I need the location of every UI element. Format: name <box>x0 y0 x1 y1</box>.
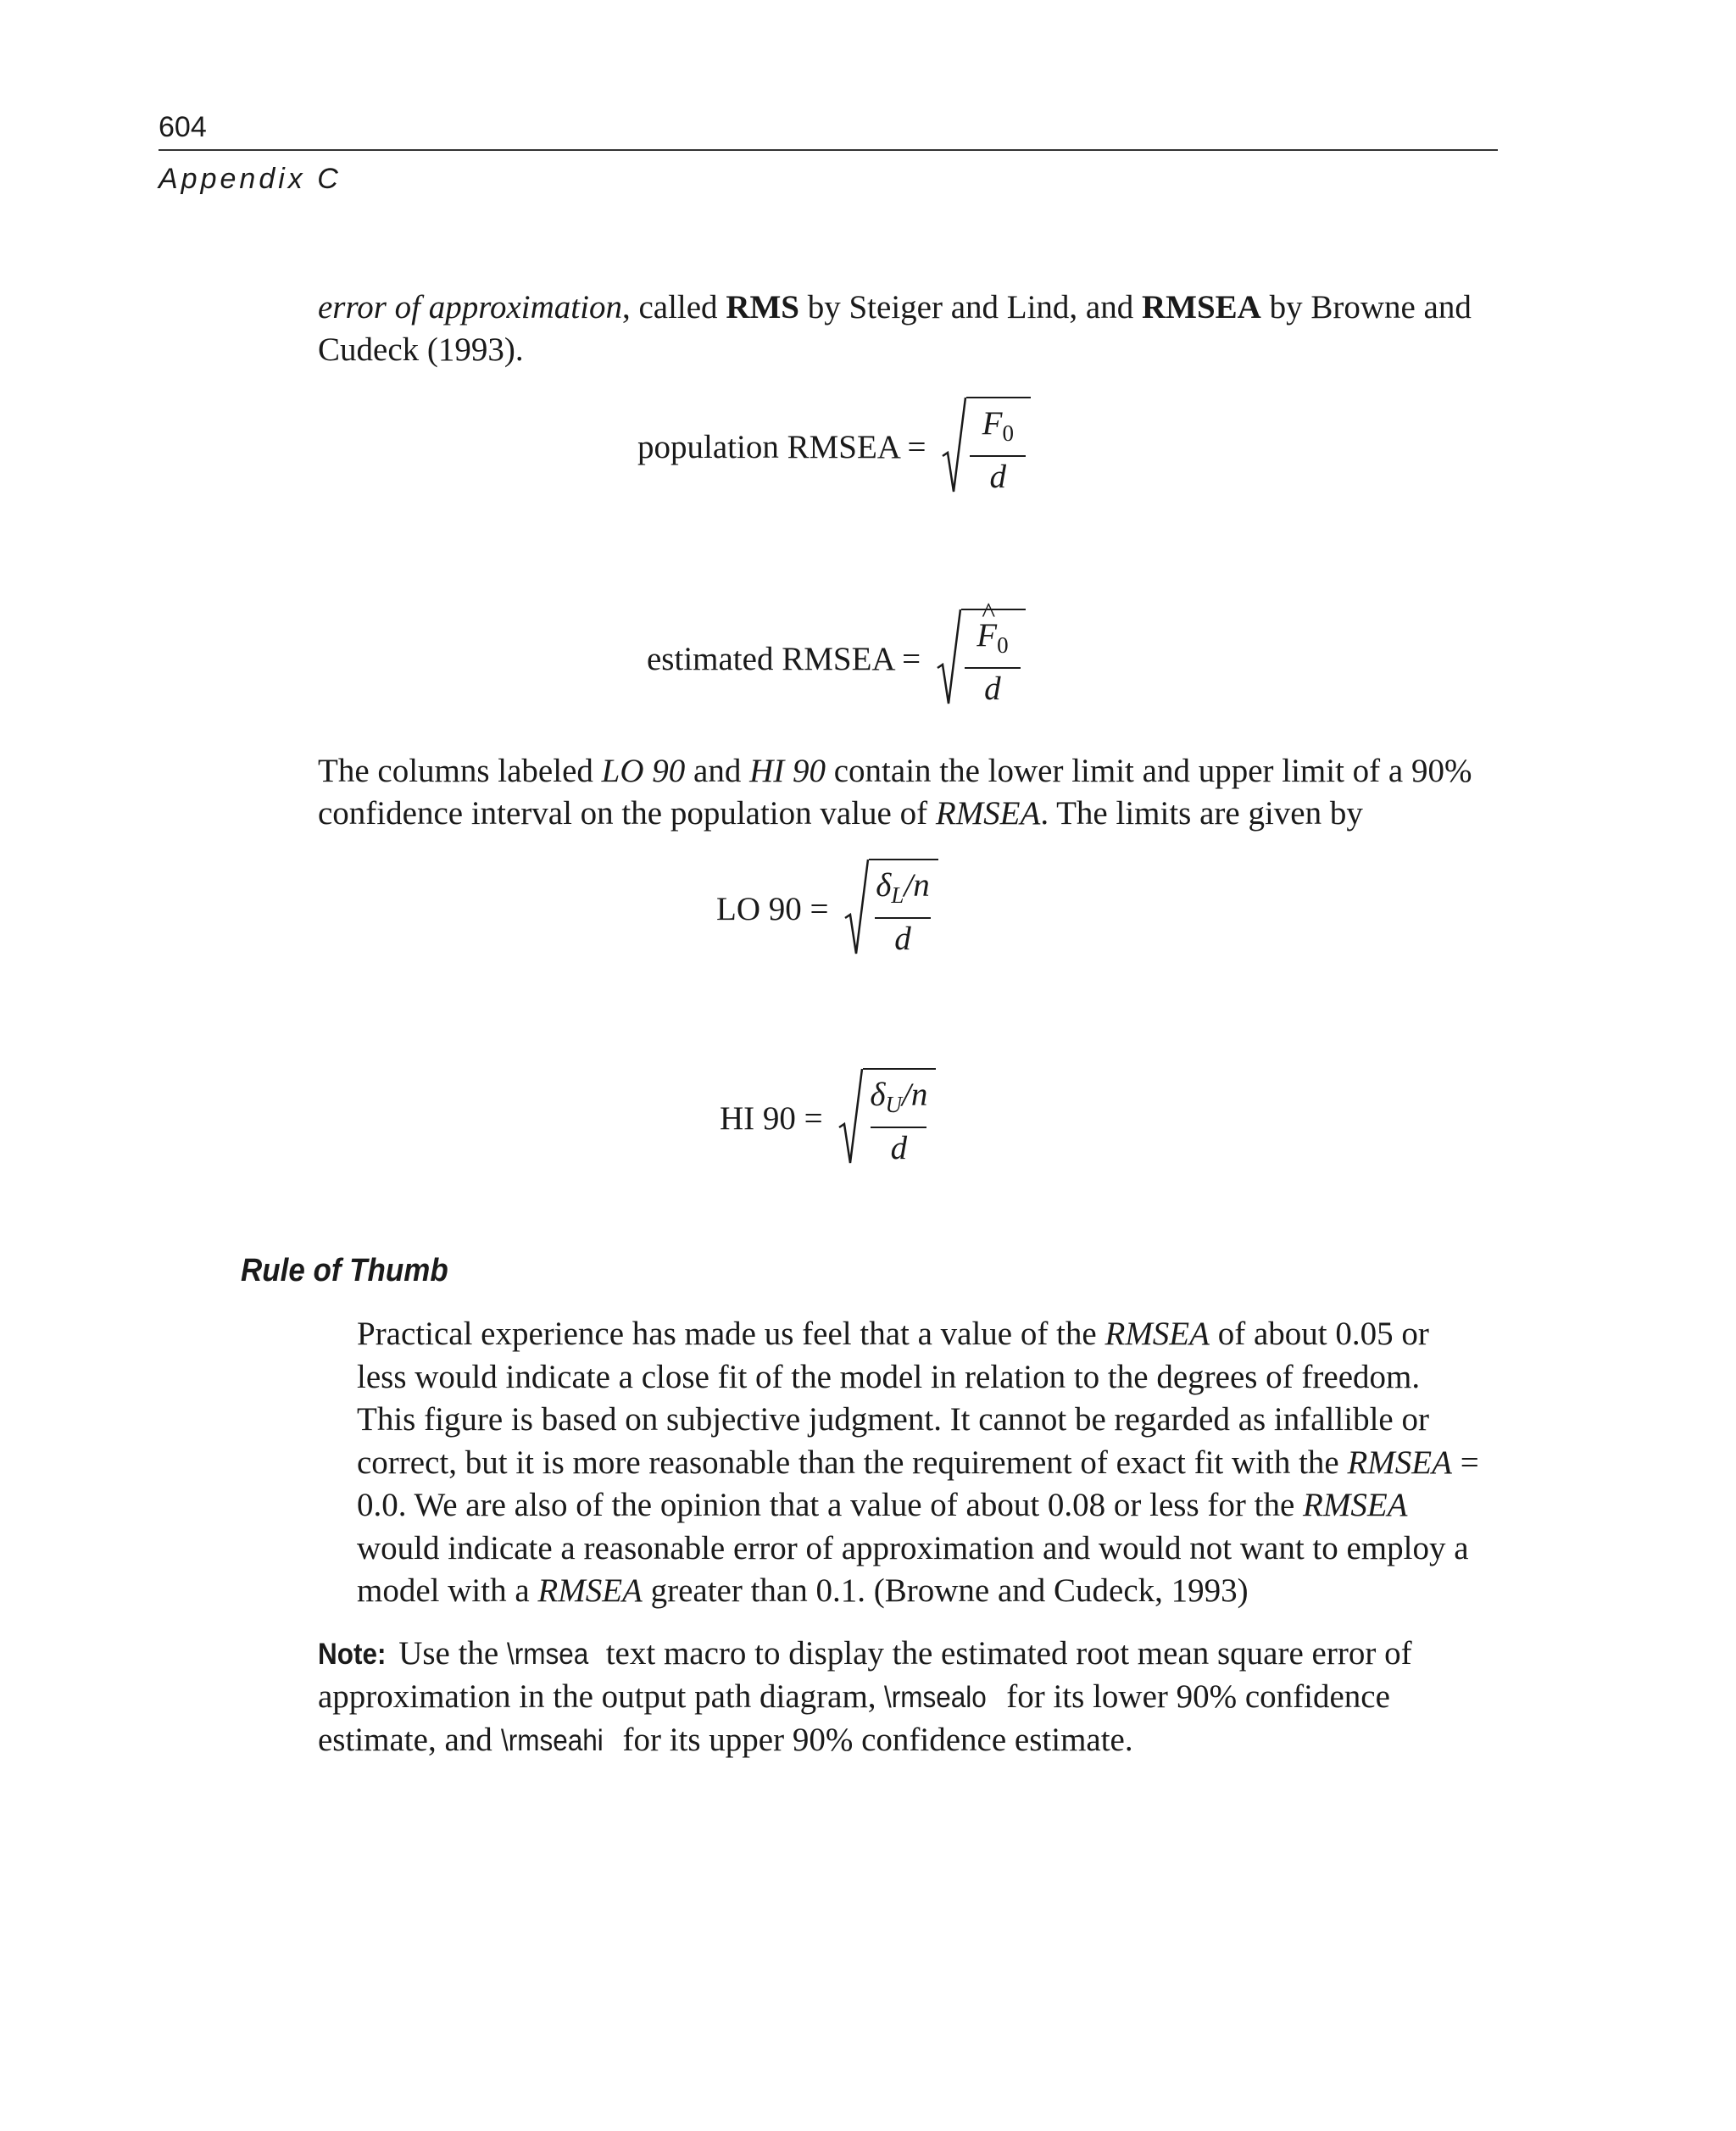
equation-label: estimated RMSEA = <box>647 640 929 677</box>
equation-estimated-rmsea <box>647 609 1026 709</box>
term-rmsea: RMSEA <box>1141 289 1261 325</box>
square-root <box>941 397 1031 497</box>
page-number: 604 <box>159 111 207 143</box>
square-root <box>936 609 1026 709</box>
term-rms: RMS <box>726 289 799 325</box>
equation-hi90 <box>720 1068 936 1168</box>
radical-sign-icon <box>936 609 961 709</box>
fraction: $\frac{\delta_U/n}{d}$ <box>870 1076 928 1166</box>
equation-label: population RMSEA = <box>637 428 935 465</box>
equation-lo90 <box>716 859 938 959</box>
radical-sign-icon <box>843 859 869 959</box>
fraction: ^ $\frac{F_0}{d}$ <box>965 617 1021 708</box>
header-rule <box>159 149 1498 151</box>
term-error-of-approximation: error of approximation <box>318 289 622 325</box>
equation-population-rmsea <box>637 397 1031 497</box>
fraction: $\frac{\delta_L/n}{d}$ <box>876 866 930 957</box>
macro-rmsealo: \rmsealo <box>884 1681 988 1714</box>
macro-rmseahi: \rmseahi <box>500 1724 604 1757</box>
equation-label: LO 90 = <box>716 890 837 927</box>
hat-accent: ^ F <box>976 617 997 654</box>
radical-sign-icon <box>837 1068 863 1168</box>
running-head: Appendix C <box>159 163 342 195</box>
note-paragraph: Note: Use the \rmsea text macro to display the estimated root mean square error of approximation in the output path diagram, \rmsealo for its lower 90% confidence estimate, and \rmseahi for its upper 90% confidence estimate. <box>318 1633 1505 1762</box>
equation-label: HI 90 = <box>720 1099 832 1137</box>
macro-rmsea: \rmsea <box>507 1638 589 1671</box>
rule-of-thumb-heading: Rule of Thumb <box>241 1253 448 1288</box>
fraction: $\frac{F_0}{d}$ <box>970 405 1026 496</box>
note-label: Note: <box>318 1638 387 1671</box>
limits-paragraph: The columns labeled LO 90 and HI 90 contain the lower limit and upper limit of a 90% confidence interval on the population value of RMSEA. The limits are given by <box>318 753 1472 832</box>
rule-of-thumb-quote: Practical experience has made us feel that a value of the RMSEA of about 0.05 or less would indicate a close fit of the model in relation to the degrees of freedom. This figure is based on subjective judgment. It cannot be regarded as infallible or correct, but it is more reasonable than the requirement of exact fit with the RMSEA = 0.0. We are also of the opinion that a value of about 0.08 or less for the RMSEA would indicate a reasonable error of approximation and would not want to employ a model with a RMSEA greater than 0.1. (Browne and Cudeck, 1993) <box>357 1316 1479 1609</box>
radical-sign-icon <box>941 397 966 497</box>
square-root <box>837 1068 936 1168</box>
intro-paragraph: error of approximation, called RMS by Steiger and Lind, and RMSEA by Browne and Cudeck (1993). <box>318 289 1472 368</box>
square-root <box>843 859 938 959</box>
